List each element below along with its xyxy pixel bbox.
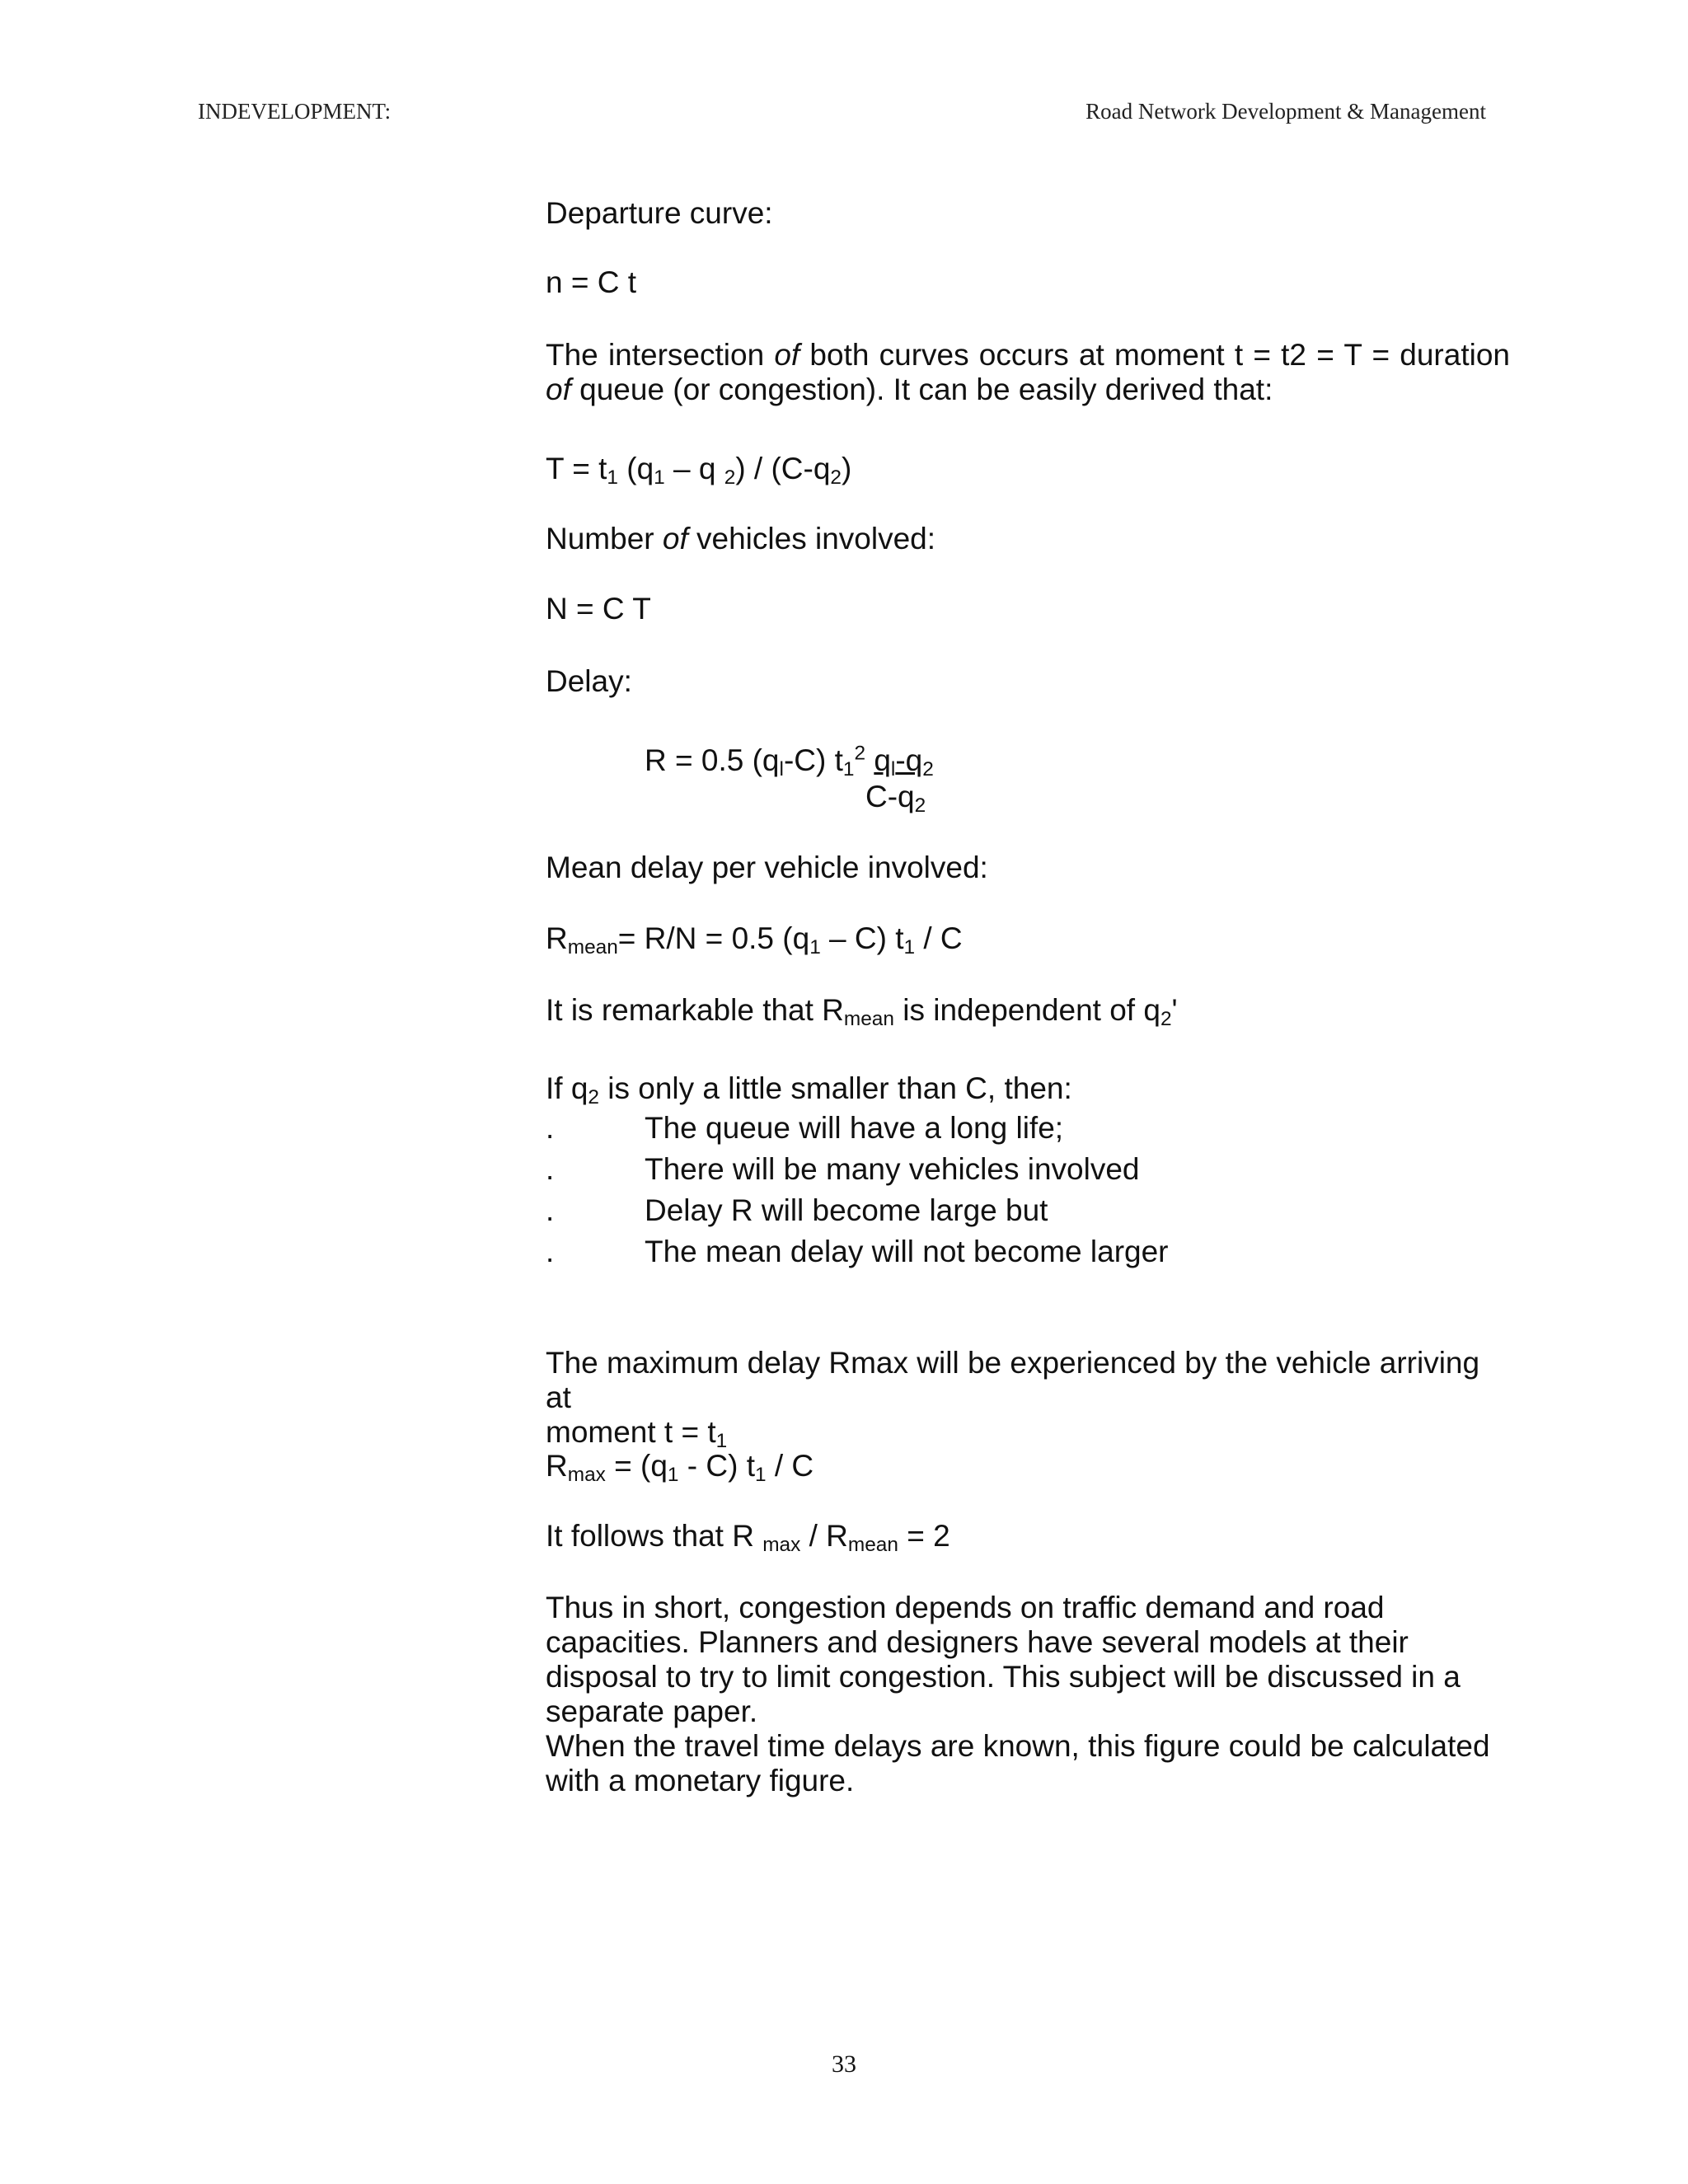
list-item-text: There will be many vehicles involved [645, 1152, 1140, 1186]
list-item-text: Delay R will become large but [645, 1193, 1048, 1227]
summary-line: separate paper. [546, 1694, 758, 1728]
bullet-marker: . [546, 1152, 555, 1186]
departure-curve-label: Departure curve: [546, 196, 773, 230]
max-delay-equation: $R_{max} = (q_1 - C)$ $t_1$ / C [546, 1449, 814, 1487]
summary-line: disposal to try to limit congestion. This subject will be discussed in a [546, 1660, 1461, 1694]
departure-equation: n = C t [546, 265, 637, 299]
max-delay-paragraph: The maximum delay Rmax will be experienced by the vehicle arriving at moment $t = t_1$ [546, 1346, 1480, 1453]
summary-line: with a monetary figure. [546, 1764, 855, 1797]
header-left: INDEVELOPMENT: [198, 99, 392, 124]
delay-equation: R = 0.5 $(q_l-C)$ $t_1^2$ $q_l-q_2$ [645, 742, 934, 781]
delay-fraction-numerator: $q_l-q_2$ [874, 743, 934, 781]
bullet-marker: . [546, 1193, 555, 1227]
header-right: Road Network Development & Management [1085, 99, 1486, 124]
page-number: 33 [832, 2050, 856, 2078]
vehicles-equation: N = C T [546, 592, 651, 626]
summary-line: Thus in short, congestion depends on traffic demand and road [546, 1591, 1385, 1624]
vehicles-involved-label: Number of vehicles involved: [546, 522, 936, 555]
bullet-marker: . [546, 1235, 555, 1268]
queue-duration-equation: $T = t_1$ ($q_1$ – q $_2) / (C-q_2)$ [546, 452, 852, 490]
ratio-statement: It follows that R $_{max} / R_{mean} = 2$ [546, 1519, 950, 1557]
mean-delay-label: Mean delay per vehicle involved: [546, 851, 988, 884]
delay-fraction-denominator: $C-q_2$ [865, 780, 926, 818]
summary-line: When the travel time delays are known, this figure could be calculated [546, 1729, 1490, 1763]
delay-label: Delay: [546, 664, 632, 698]
remarkable-statement: It is remarkable that $R_{mean}$ is independent of $q_2'$ [546, 993, 1178, 1031]
mean-delay-equation: $R_{mean}= R/N = 0.5$ $(q_1 - C)$ $t_1$ / C [546, 921, 963, 959]
summary-line: capacities. Planners and designers have several models at their [546, 1625, 1409, 1659]
summary-paragraph [546, 1591, 1510, 1798]
intersection-paragraph: The intersection of both curves occurs at moment t = t2 = T = duration of queue (or congestion). It can be easily derived that: [546, 338, 1510, 406]
bullet-marker: . [546, 1111, 555, 1145]
list-item-text: The mean delay will not become larger [645, 1235, 1169, 1268]
list-item-text: The queue will have a long life; [645, 1111, 1064, 1145]
condition-line: If $q_2$ is only a little smaller than C, then: [546, 1071, 1072, 1109]
